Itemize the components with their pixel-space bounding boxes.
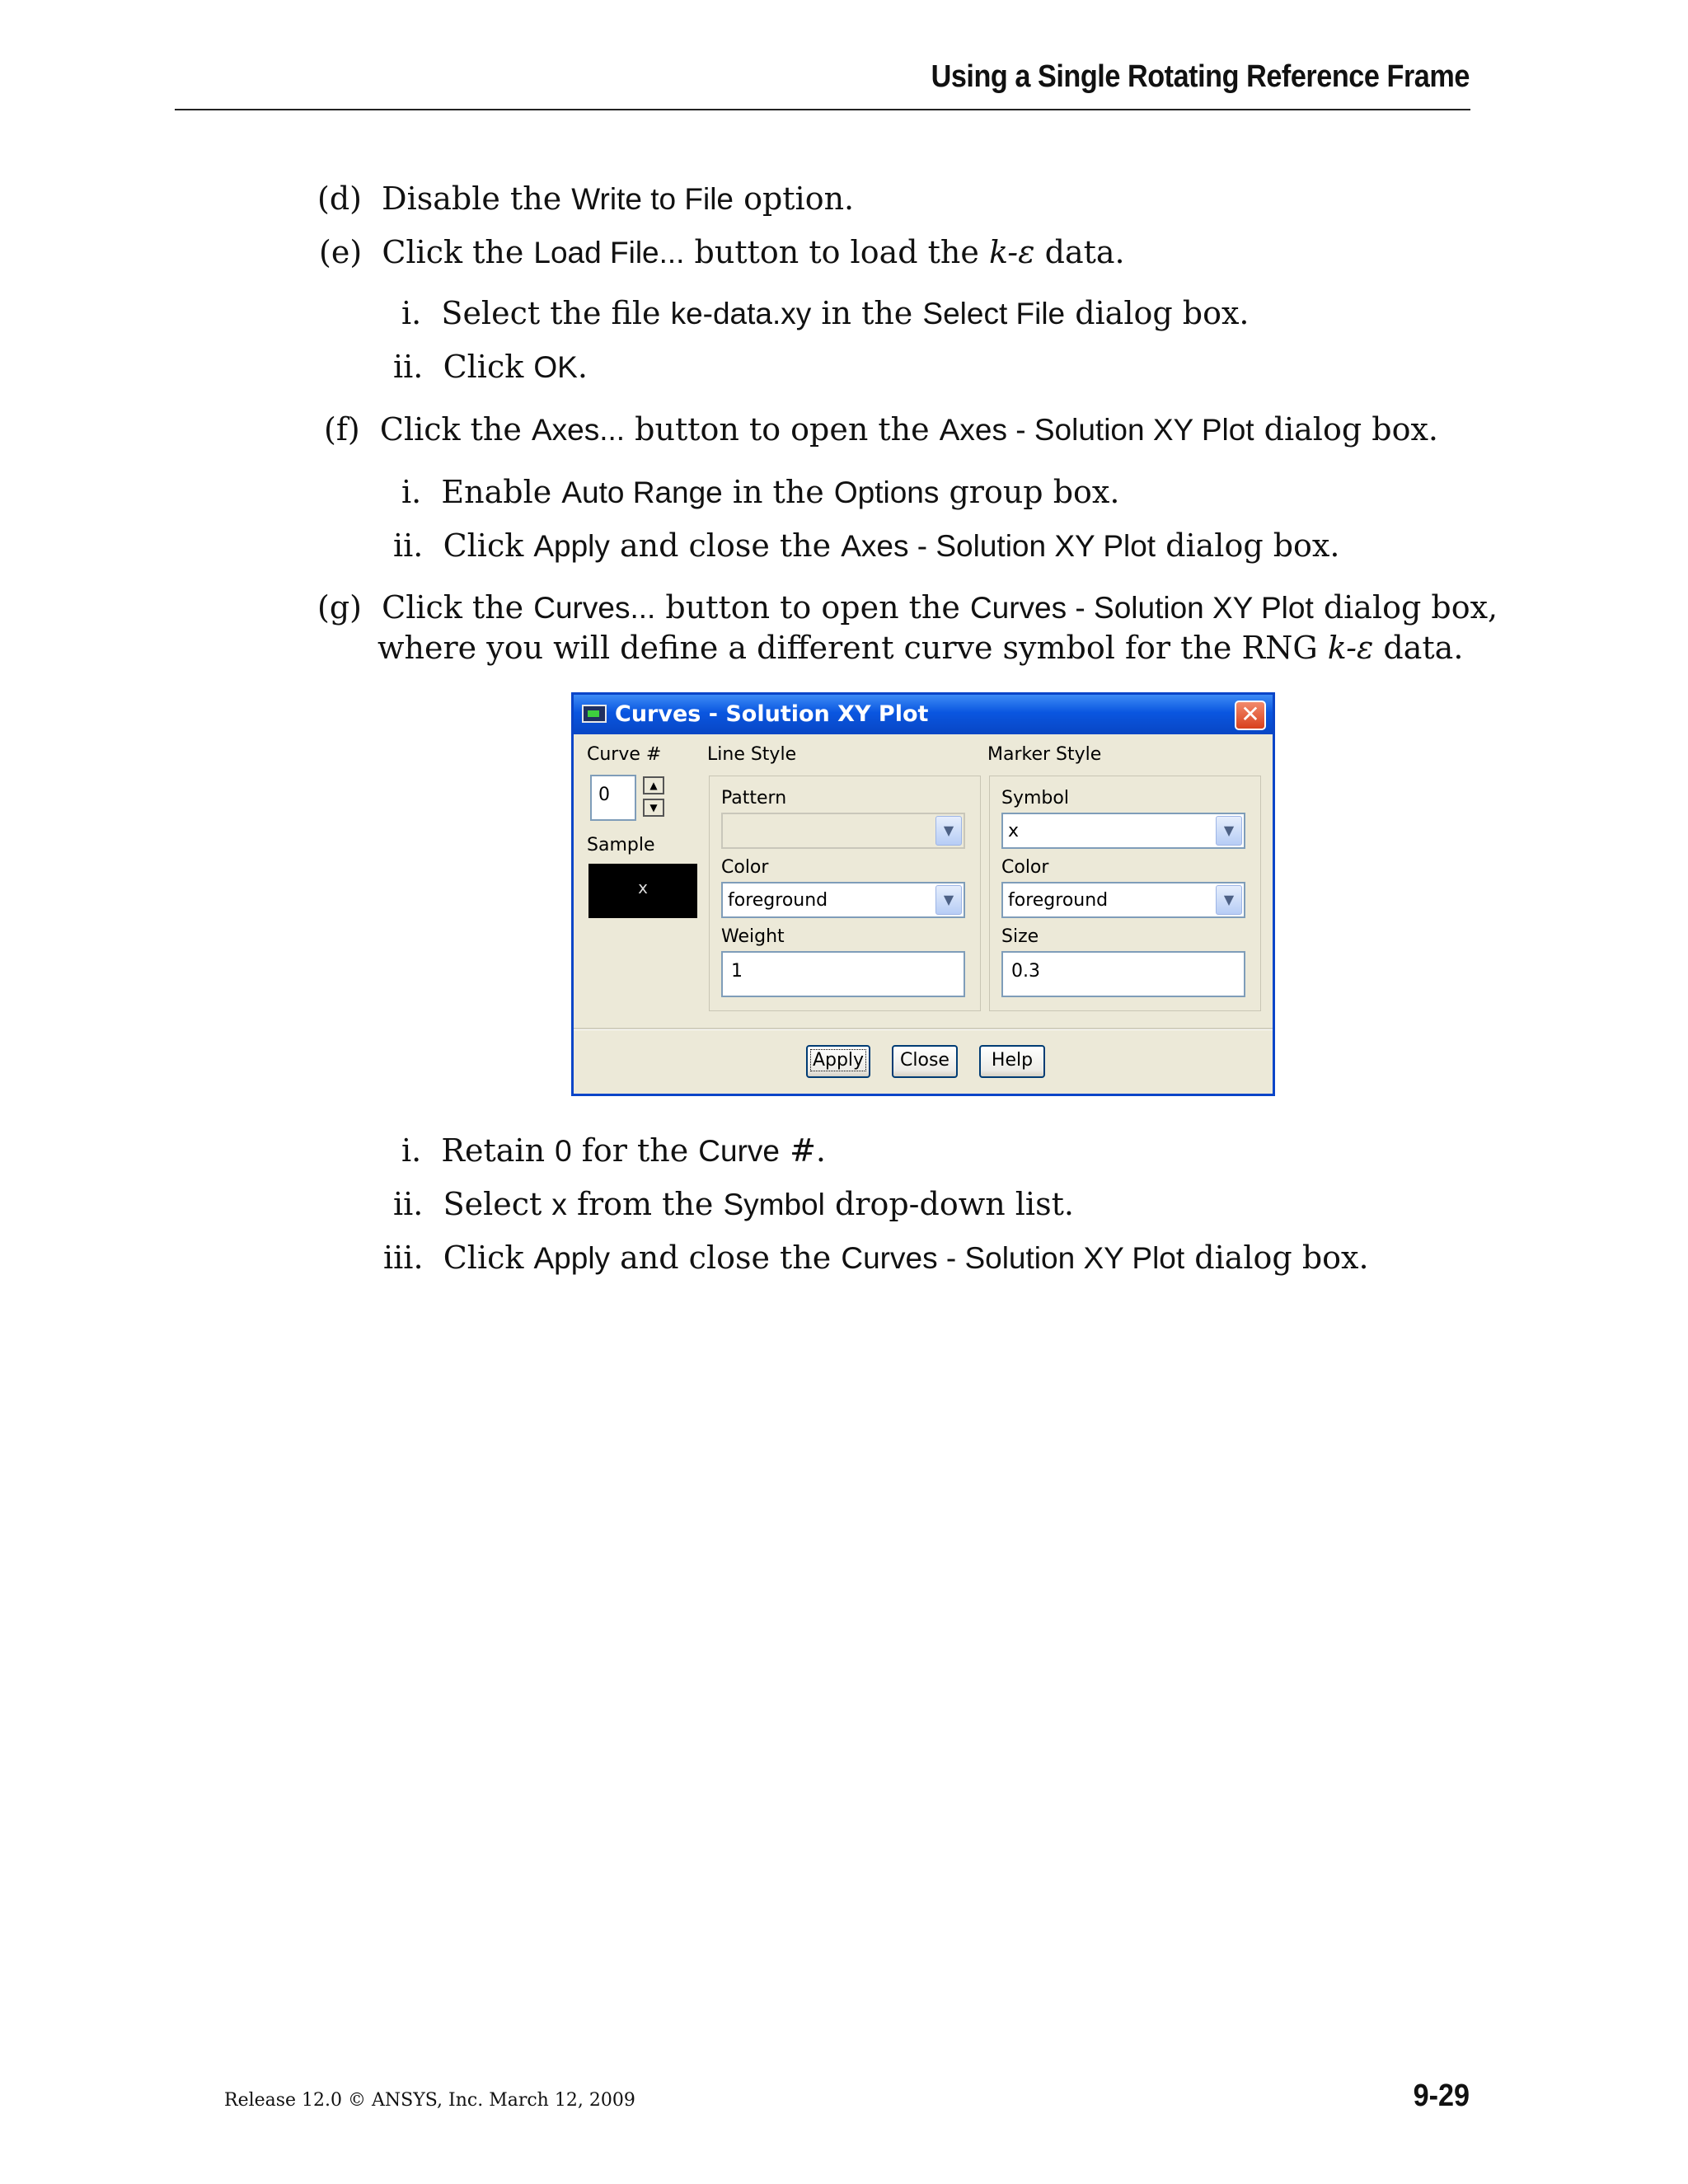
ui-term: Symbol	[723, 1188, 825, 1221]
ui-term: ke-data.xy	[670, 297, 812, 330]
curve-number-label: Curve #	[587, 744, 662, 765]
step-label: (g)	[317, 589, 362, 626]
size-label: Size	[1001, 926, 1039, 947]
ui-term: Select File	[922, 297, 1066, 330]
math-term: k-ε	[1327, 630, 1374, 666]
spin-up-icon[interactable]: ▲	[643, 776, 664, 794]
footer-release: Release 12.0 © ANSYS, Inc. March 12, 2009	[224, 2090, 635, 2111]
step-text: group box.	[939, 474, 1120, 510]
step-text: button to load the	[684, 234, 989, 270]
step-text: dialog box.	[1156, 527, 1340, 564]
step-text: Click the	[382, 234, 534, 270]
step-e-ii	[393, 348, 588, 387]
chevron-down-icon[interactable]: ▼	[935, 816, 962, 846]
step-text: Click	[443, 527, 534, 564]
step-text: in the	[811, 295, 923, 331]
ui-term: OK	[533, 350, 578, 384]
step-f-ii	[393, 527, 1339, 565]
step-text: dialog box.	[1065, 295, 1250, 331]
step-text: .	[577, 349, 588, 385]
step-text: Click	[443, 1240, 534, 1276]
ui-term: 0	[555, 1134, 572, 1168]
ui-term: Load File...	[533, 236, 685, 269]
ui-term: Curve	[698, 1134, 780, 1168]
substep-label: ii.	[393, 349, 424, 385]
step-text: dialog box,	[1313, 589, 1498, 626]
step-f	[324, 410, 1438, 449]
ui-term: Write to File	[571, 182, 734, 216]
step-text: drop-down list.	[824, 1186, 1074, 1222]
step-text: #.	[780, 1132, 826, 1169]
step-label: (e)	[319, 234, 363, 270]
help-label: Help	[991, 1050, 1034, 1071]
step-text: Select	[443, 1186, 552, 1222]
marker-color-label: Color	[1001, 857, 1049, 878]
substep-label: ii.	[393, 1186, 424, 1222]
apply-label: Apply	[812, 1050, 865, 1071]
step-text: Click the	[382, 589, 534, 626]
step-e-i	[401, 294, 1250, 333]
weight-value: 1	[731, 961, 743, 982]
step-text: where you will define a different curve symbol for the RNG	[377, 630, 1328, 666]
ui-term: Axes...	[531, 413, 626, 447]
dialog-titlebar[interactable]	[574, 695, 1273, 734]
line-color-select[interactable]	[721, 882, 965, 918]
step-text: button to open the	[655, 589, 970, 626]
step-text: dialog box.	[1184, 1240, 1369, 1276]
step-text: Disable the	[382, 180, 572, 217]
step-g-line2	[377, 629, 1463, 667]
weight-label: Weight	[721, 926, 785, 947]
chevron-down-icon[interactable]: ▼	[1216, 816, 1242, 846]
step-text: option.	[734, 180, 855, 217]
sample-preview	[588, 864, 697, 918]
chevron-down-icon[interactable]: ▼	[1216, 885, 1242, 915]
line-style-group	[709, 776, 981, 1011]
dialog-separator	[574, 1028, 1273, 1030]
step-text: Select the file	[441, 295, 671, 331]
step-text: Click the	[379, 411, 532, 448]
step-label: (f)	[324, 411, 360, 448]
ui-term: Auto Range	[561, 476, 723, 509]
symbol-label: Symbol	[1001, 788, 1069, 808]
dialog-title: Curves - Solution XY Plot	[615, 701, 929, 727]
ui-term: Curves - Solution XY Plot	[969, 591, 1314, 625]
ui-term: Axes - Solution XY Plot	[939, 413, 1254, 447]
ui-term: Axes - Solution XY Plot	[841, 529, 1156, 563]
step-g-iii	[383, 1239, 1369, 1277]
step-text: Click	[443, 349, 534, 385]
line-style-label: Line Style	[707, 744, 797, 765]
step-g-ii	[393, 1185, 1074, 1224]
sample-label: Sample	[587, 835, 655, 855]
help-button[interactable]	[979, 1045, 1045, 1078]
step-text: in the	[722, 474, 834, 510]
substep-label: ii.	[393, 527, 424, 564]
curve-number-value: 0	[598, 785, 610, 805]
pattern-select[interactable]	[721, 813, 965, 849]
step-text: dialog box.	[1254, 411, 1438, 448]
substep-label: i.	[401, 474, 422, 510]
step-text: data.	[1373, 630, 1464, 666]
step-text: and close the	[609, 527, 842, 564]
marker-color-value: foreground	[1008, 890, 1109, 911]
running-header: Using a Single Rotating Reference Frame	[931, 59, 1470, 94]
pattern-label: Pattern	[721, 788, 787, 808]
step-text: Enable	[441, 474, 562, 510]
close-label: Close	[900, 1050, 950, 1071]
step-f-i	[401, 473, 1119, 512]
step-text: Retain	[441, 1132, 556, 1169]
weight-input[interactable]	[721, 951, 965, 997]
step-text: from the	[566, 1186, 724, 1222]
step-text: and close the	[610, 1240, 842, 1276]
size-input[interactable]	[1001, 951, 1245, 997]
spin-down-icon[interactable]: ▼	[643, 799, 664, 817]
apply-button[interactable]	[806, 1045, 870, 1078]
step-label: (d)	[317, 180, 362, 217]
sample-symbol: x	[638, 878, 648, 898]
symbol-value: x	[1008, 821, 1020, 841]
step-e	[319, 233, 1125, 272]
substep-label: iii.	[383, 1240, 424, 1276]
line-color-label: Color	[721, 857, 769, 878]
curve-number-input[interactable]	[590, 775, 636, 821]
substep-label: i.	[401, 295, 422, 331]
close-icon[interactable]: ✕	[1235, 701, 1266, 730]
ui-term: Curves - Solution XY Plot	[841, 1241, 1185, 1275]
header-rule	[175, 109, 1470, 110]
marker-color-select[interactable]	[1001, 882, 1245, 918]
step-text: data.	[1034, 234, 1125, 270]
marker-style-group	[989, 776, 1261, 1011]
size-value: 0.3	[1011, 961, 1040, 982]
marker-style-label: Marker Style	[987, 744, 1102, 765]
page-number: 9-29	[1413, 2079, 1470, 2113]
step-text: button to open the	[625, 411, 940, 448]
curves-dialog	[571, 692, 1275, 1096]
app-icon	[582, 705, 607, 723]
substep-label: i.	[401, 1132, 422, 1169]
ui-term: Apply	[533, 1241, 611, 1275]
line-color-value: foreground	[728, 890, 828, 911]
ui-term: x	[551, 1188, 567, 1221]
ui-term: Options	[833, 476, 940, 509]
chevron-down-icon[interactable]: ▼	[935, 885, 962, 915]
math-term: k-ε	[988, 234, 1035, 270]
close-button[interactable]	[892, 1045, 958, 1078]
ui-term: Curves...	[533, 591, 656, 625]
step-g-i	[401, 1132, 826, 1170]
step-g	[317, 588, 1498, 627]
symbol-select[interactable]	[1001, 813, 1245, 849]
step-text: for the	[571, 1132, 699, 1169]
ui-term: Apply	[533, 529, 610, 563]
step-d	[317, 180, 854, 218]
